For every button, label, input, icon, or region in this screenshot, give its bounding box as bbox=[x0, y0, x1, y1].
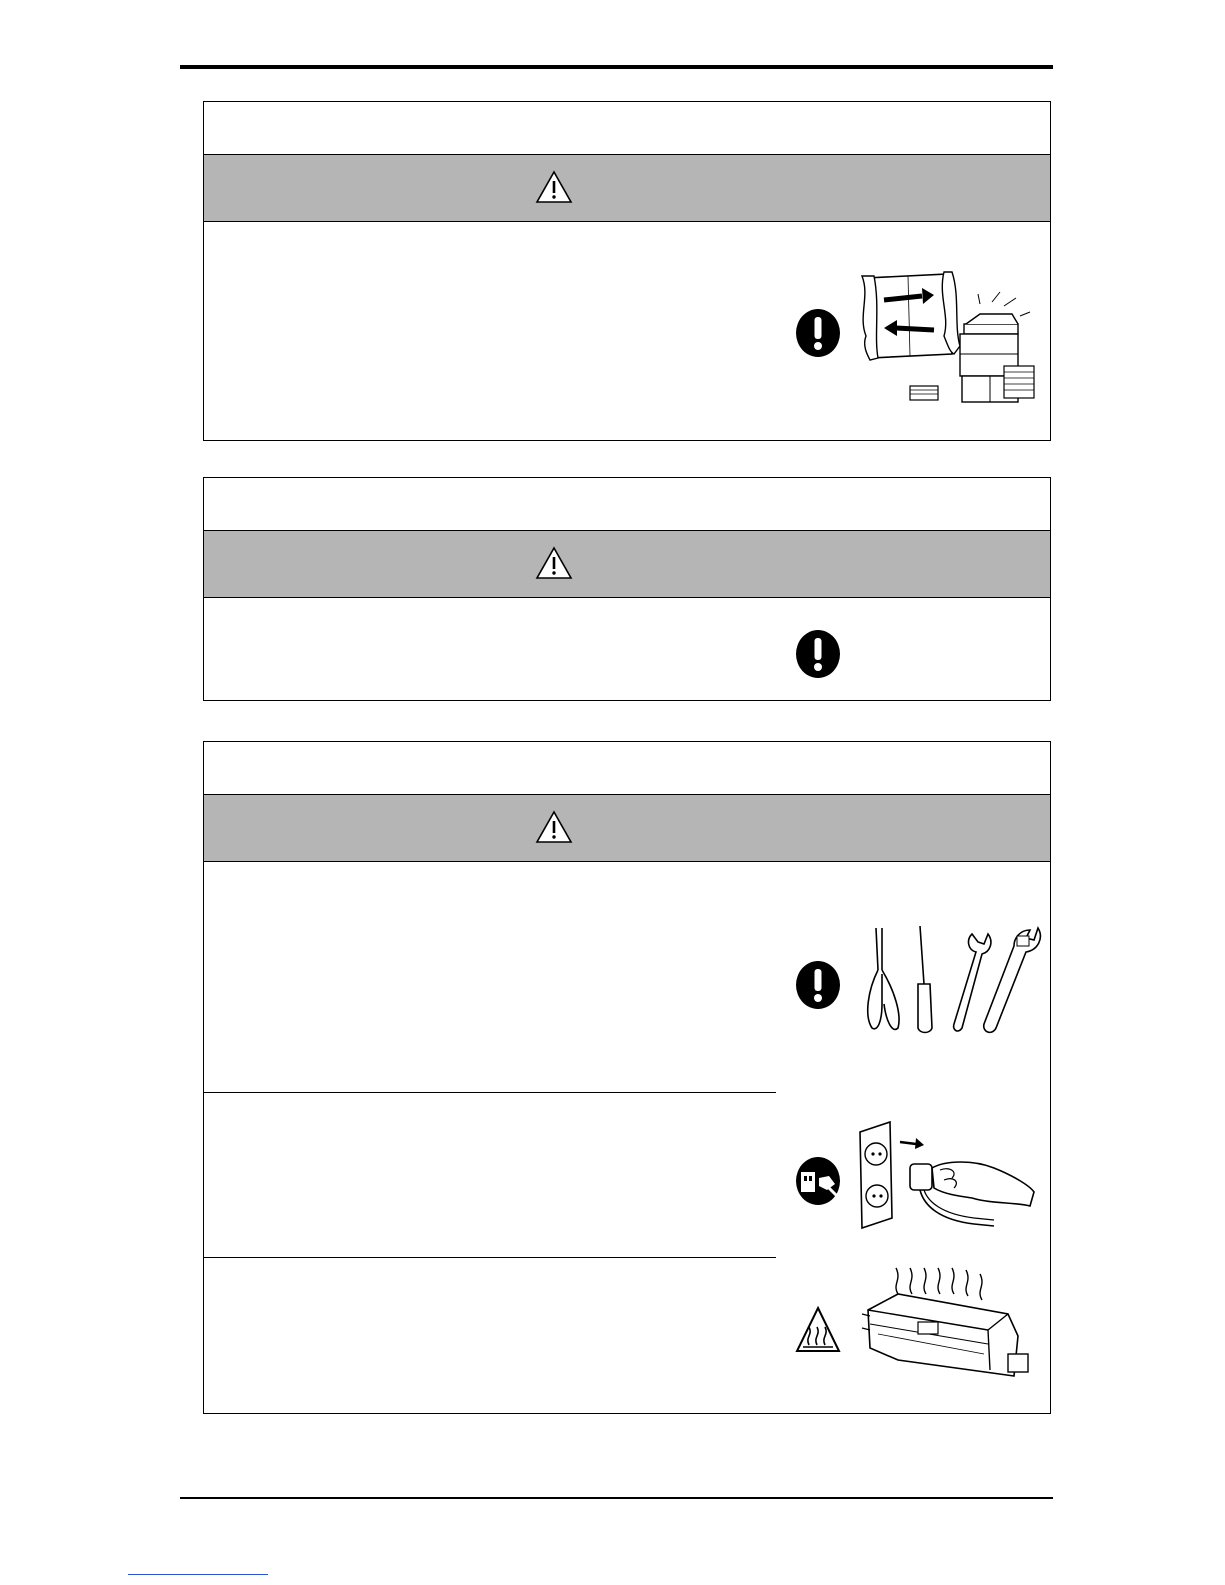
warning-box-2 bbox=[203, 477, 1051, 701]
warning-band bbox=[204, 155, 1050, 222]
warning-triangle-icon bbox=[535, 170, 573, 204]
header-rule bbox=[180, 65, 1053, 69]
hot-fuser-illustration bbox=[858, 1264, 1038, 1394]
warning-band bbox=[204, 531, 1050, 598]
ventilated-room-copier-illustration bbox=[852, 266, 1042, 406]
warning-triangle-icon bbox=[535, 810, 573, 844]
box-title-row bbox=[204, 742, 1050, 795]
box-title-row bbox=[204, 102, 1050, 155]
row-divider bbox=[204, 1092, 776, 1093]
mandatory-action-icon bbox=[795, 960, 841, 1010]
box-body bbox=[204, 862, 1050, 1413]
warning-box-1 bbox=[203, 101, 1051, 441]
box-body bbox=[204, 222, 1050, 440]
unplug-illustration bbox=[854, 1120, 1040, 1232]
warning-triangle-icon bbox=[535, 546, 573, 580]
unplug-power-icon bbox=[795, 1156, 841, 1206]
row-divider bbox=[204, 1257, 776, 1258]
box-body bbox=[204, 598, 1050, 700]
warning-box-3 bbox=[203, 741, 1051, 1414]
link-underline[interactable] bbox=[128, 1574, 268, 1575]
mandatory-action-icon bbox=[795, 629, 841, 679]
hot-surface-icon bbox=[795, 1305, 841, 1355]
box-title-row bbox=[204, 478, 1050, 531]
tools-illustration bbox=[854, 924, 1044, 1036]
footer-rule bbox=[180, 1497, 1053, 1499]
warning-band bbox=[204, 795, 1050, 862]
mandatory-action-icon bbox=[795, 308, 841, 358]
